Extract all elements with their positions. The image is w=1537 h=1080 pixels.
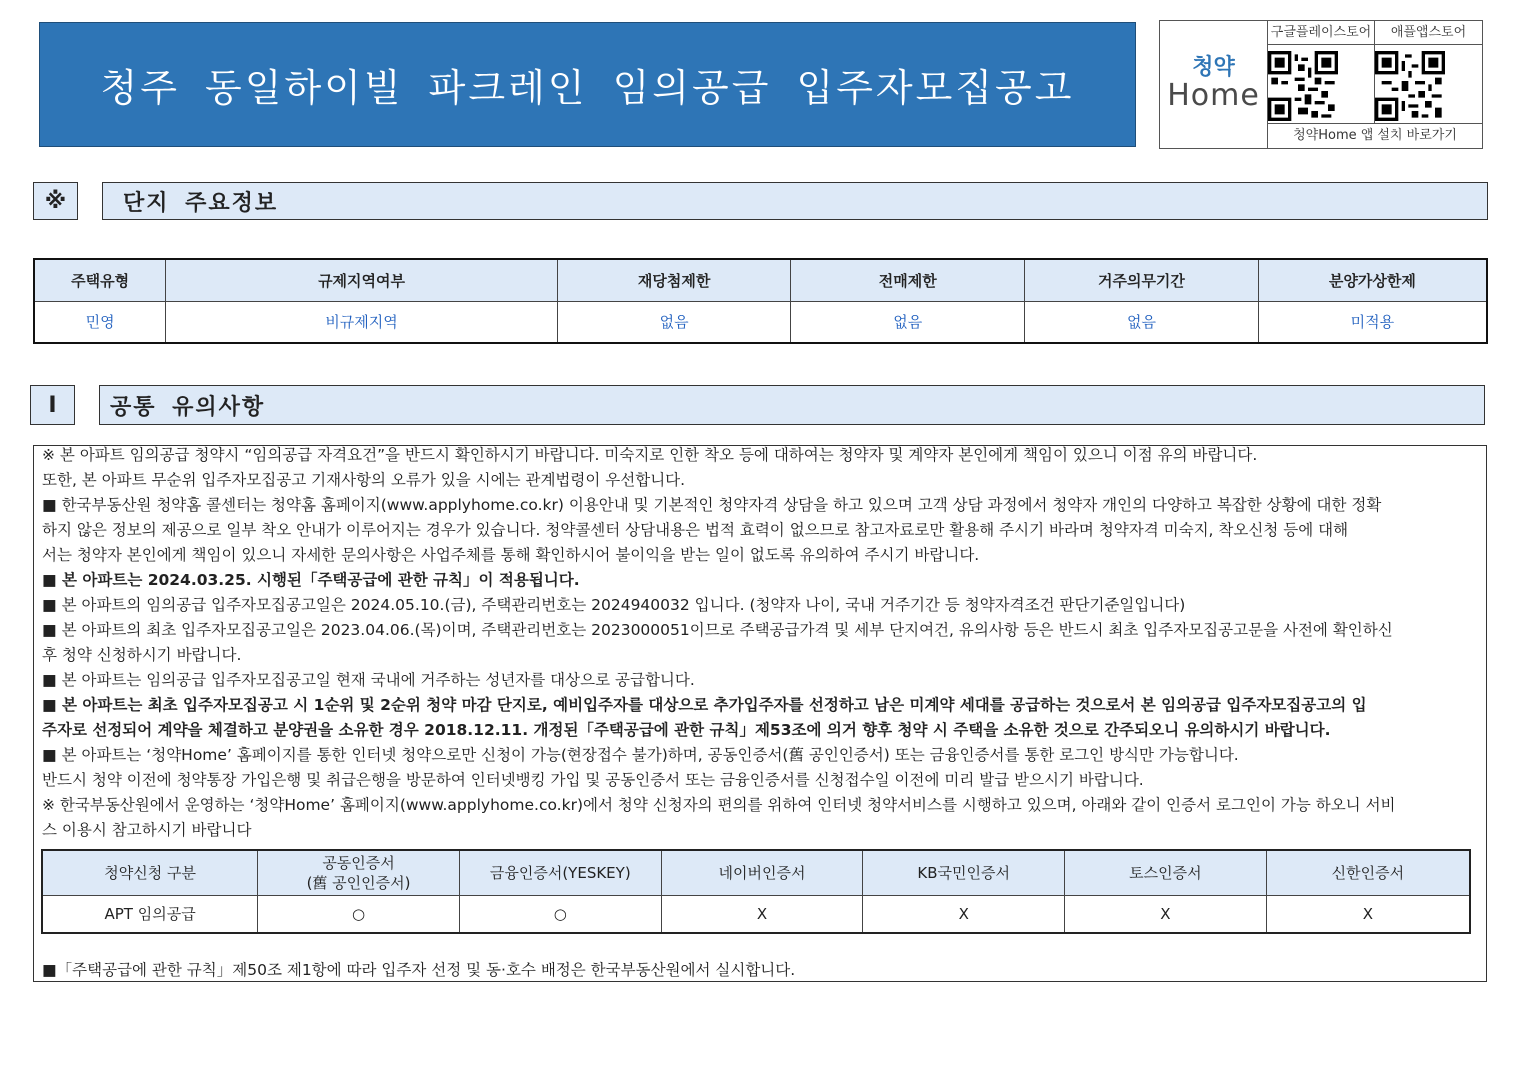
footer-note: ■「주택공급에 관한 규칙」제50조 제1항에 따라 입주자 선정 및 동·호수 배정은 한국부동산원에서 실시합니다.: [42, 961, 796, 979]
notice-line: ■ 본 아파트는 임의공급 입주자모집공고일 현재 국내에 거주하는 성년자를 대상으로 공급합니다.: [42, 671, 695, 689]
applyhome-logo: [1160, 21, 1268, 148]
cert-header-shinhan: 신한인증서: [1266, 850, 1470, 895]
notice-line: 후 청약 신청하시기 바랍니다.: [42, 646, 242, 664]
info-value-housing-type: 민영: [34, 301, 166, 343]
appstore-qr-icon[interactable]: [1375, 51, 1445, 121]
cert-header-category: 청약신청 구분: [42, 850, 258, 895]
cert-row: [42, 895, 1470, 933]
info-header-regulated-area: 규제지역여부: [166, 259, 557, 301]
notice-line: ■ 본 아파트는 ‘청약Home’ 홈페이지를 통한 인터넷 청약으로만 신청이 가능(현장접수 불가)하며, 공동인증서(舊 공인인증서) 또는 금융인증서를 통한 로그인 방식만 가능합니다.: [42, 746, 1239, 764]
playstore-label: 구글플레이스토어: [1268, 21, 1374, 45]
notice-line: ■ 본 아파트의 임의공급 입주자모집공고일은 2024.05.10.(금), 주택관리번호는 2024940032 입니다. (청약자 나이, 국내 거주기간 등 청약자격조건 판단기준일입니다): [42, 596, 1186, 614]
cert-value-financial: ○: [459, 895, 661, 933]
logo-top-text: 청약: [1192, 54, 1235, 80]
notice-line: ■ 한국부동산원 청약홈 콜센터는 청약홈 홈페이지(www.applyhome.co.kr) 이용안내 및 기본적인 청약자격 상담을 하고 있으며 고객 상담 과정에서 청약자 개인의 다양하고 복잡한 상황에 대한 정확: [42, 496, 1382, 514]
title-banner: [39, 22, 1136, 147]
info-value-residence-period: 없음: [1025, 301, 1259, 343]
notice-line: ※ 한국부동산원에서 운영하는 ‘청약Home’ 홈페이지(www.applyhome.co.kr)에서 청약 신청자의 편의를 위하여 인터넷 청약서비스를 시행하고 있으며, 아래와 같이 인증서 로그인이 가능 하오니 서비: [42, 796, 1396, 814]
info-value-price-cap: 미적용: [1258, 301, 1487, 343]
cert-value-shinhan: X: [1266, 895, 1470, 933]
section-1-mark: I: [30, 385, 75, 425]
notice-line-bold: 주자로 선정되어 계약을 체결하고 분양권을 소유한 경우 2018.12.11. 개정된「주택공급에 관한 규칙」제53조에 의거 향후 청약 시 주택을 소유한 것으로 간주되오니 유의하시기 바랍니다.: [42, 721, 1331, 739]
info-header-resale-limit: 전매제한: [791, 259, 1025, 301]
cert-value-toss: X: [1065, 895, 1267, 933]
info-value-regulated-area: 비규제지역: [166, 301, 557, 343]
cert-header-joint: [258, 850, 460, 895]
info-header-price-cap: 분양가상한제: [1258, 259, 1487, 301]
cert-header-kb: KB국민인증서: [863, 850, 1065, 895]
info-header-residence-period: 거주의무기간: [1025, 259, 1259, 301]
notice-line: 하지 않은 정보의 제공으로 일부 착오 안내가 이루어지는 경우가 있습니다. 청약콜센터 상담내용은 법적 효력이 없으므로 참고자료로만 활용해 주시기 바라며 청약자격 미숙지, 착오신청 등에 대해: [42, 521, 1349, 539]
cert-row-label: APT 임의공급: [42, 895, 258, 933]
notice-line: 서는 청약자 본인에게 책임이 있으니 자세한 문의사항은 사업주체를 통해 확인하시어 불이익을 받는 일이 없도록 유의하여 주시기 바랍니다.: [42, 546, 980, 564]
info-value-rewin-limit: 없음: [557, 301, 791, 343]
section-1-title: 공통 유의사항: [99, 385, 1485, 425]
qr-footer-text: 청약Home 앱 설치 바로가기: [1268, 123, 1482, 148]
info-value-row: [34, 301, 1487, 343]
cert-value-kb: X: [863, 895, 1065, 933]
notice-line-bold: ■ 본 아파트는 2024.03.25. 시행된「주택공급에 관한 규칙」이 적용됩니다.: [42, 571, 580, 589]
info-header-housing-type: 주택유형: [34, 259, 166, 301]
page-title: 청주 동일하이빌 파크레인 임의공급 입주자모집공고: [100, 66, 1075, 110]
notice-line-bold: ■ 본 아파트는 최초 입주자모집공고 시 1순위 및 2순위 청약 마감 단지로, 예비입주자를 대상으로 추가입주자를 선정하고 남은 미계약 세대를 공급하는 것으로서 본 임의공급 입주자모집공고의 입: [42, 696, 1367, 714]
cert-value-joint: ○: [258, 895, 460, 933]
section-main-title: 단지 주요정보: [102, 182, 1488, 220]
section-main-mark: ※: [33, 182, 78, 220]
notice-line: 반드시 청약 이전에 청약통장 가입은행 및 취급은행을 방문하여 인터넷뱅킹 가입 및 공동인증서 또는 금융인증서를 신청접수일 이전에 미리 발급 받으시기 바랍니다.: [42, 771, 1144, 789]
notice-line: 또한, 본 아파트 무순위 입주자모집공고 기재사항의 오류가 있을 시에는 관계법령이 우선합니다.: [42, 471, 686, 489]
info-header-row: [34, 259, 1487, 301]
cert-header-naver: 네이버인증서: [661, 850, 863, 895]
logo-bottom-text: Home: [1167, 77, 1260, 113]
info-header-rewin-limit: 재당첨제한: [557, 259, 791, 301]
cert-header-toss: 토스인증서: [1065, 850, 1267, 895]
notice-line: ※ 본 아파트 임의공급 청약시 “임의공급 자격요건”을 반드시 확인하시기 바랍니다. 미숙지로 인한 착오 등에 대하여는 청약자 및 계약자 본인에게 책임이 있으니 이점 유의 바랍니다.: [42, 446, 1258, 464]
certificate-table: [41, 849, 1471, 934]
cert-header-joint-line2: (舊 공인인증서): [306, 873, 411, 892]
playstore-qr-icon[interactable]: [1268, 51, 1338, 121]
info-value-resale-limit: 없음: [791, 301, 1025, 343]
appstore-qr-cell[interactable]: [1375, 21, 1482, 123]
cert-value-naver: X: [661, 895, 863, 933]
playstore-qr-cell[interactable]: [1268, 21, 1375, 123]
cert-header-financial: 금융인증서(YESKEY): [459, 850, 661, 895]
appstore-label: 애플앱스토어: [1375, 21, 1482, 45]
cert-header-joint-line1: 공동인증서: [322, 853, 395, 872]
cert-header-row: [42, 850, 1470, 895]
notice-line: ■ 본 아파트의 최초 입주자모집공고일은 2023.04.06.(목)이며, 주택관리번호는 2023000051이므로 주택공급가격 및 세부 단지여건, 유의사항 등은 반드시 최초 입주자모집공고문을 사전에 확인하신: [42, 621, 1393, 639]
notice-line: 스 이용시 참고하시기 바랍니다: [42, 821, 252, 839]
qr-app-box: [1159, 20, 1483, 149]
complex-info-table: [33, 258, 1488, 344]
